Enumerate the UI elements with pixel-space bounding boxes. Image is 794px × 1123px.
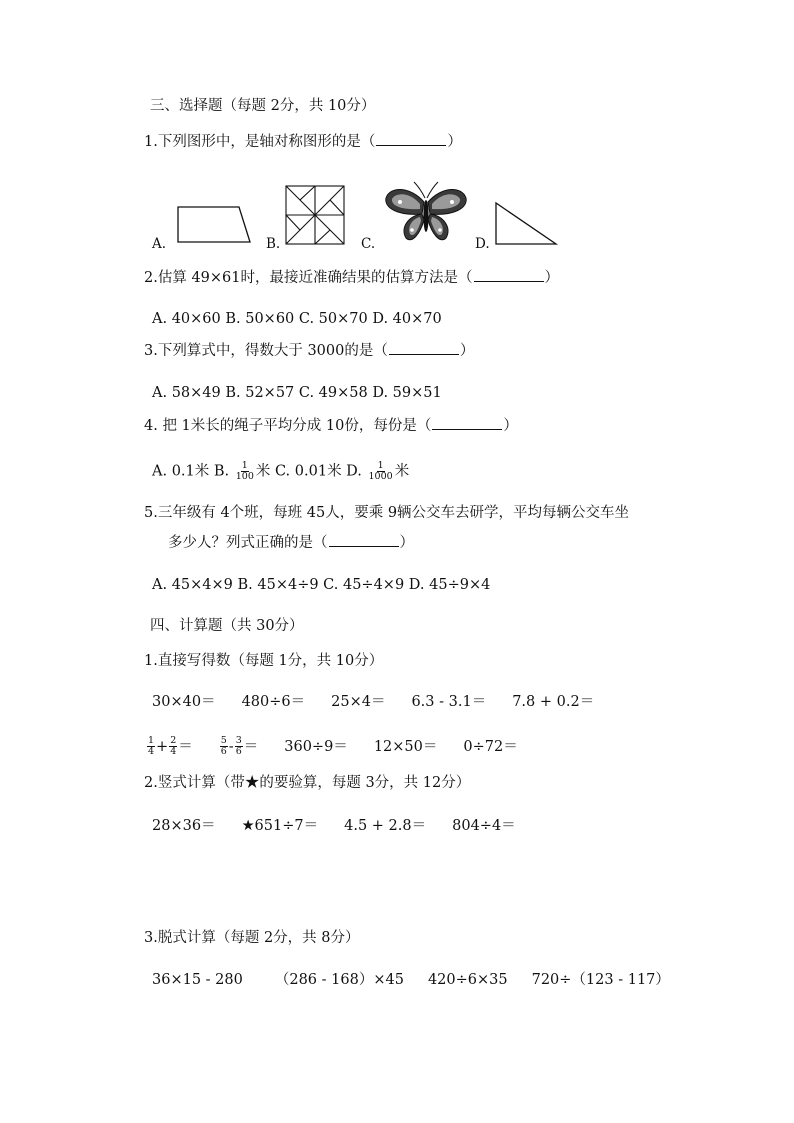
frac-den: 4 [170, 746, 177, 757]
step-calc-item: 720÷（123 - 117） [531, 972, 670, 988]
q4-stem-text: 4. 把 1米长的绳子平均分成 10份，每份是（ [144, 418, 432, 434]
fraction-expression-1 [146, 735, 193, 757]
calc-item: 6.3 - 3.1＝ [411, 694, 487, 710]
step-calc-item: （286 - 168）×45 [274, 972, 404, 988]
q4-stem [144, 416, 518, 436]
calc-item: 30×40＝ [152, 694, 216, 710]
fraction-expression-2 [219, 735, 259, 757]
frac-num: 2 [170, 735, 177, 746]
q4-answer-blank[interactable] [432, 416, 502, 430]
right-triangle-figure [494, 201, 560, 247]
q1-stem-text: 1.下列图形中，是轴对称图形的是（ [144, 134, 376, 150]
q3-close: ） [459, 343, 475, 359]
equals: ＝ [243, 738, 259, 755]
vertical-calc-item: 804÷4＝ [452, 818, 516, 834]
frac-den: 4 [148, 746, 155, 757]
frac-den: 1000 [368, 471, 393, 482]
parallelogram-figure [175, 205, 255, 245]
q5-close: ） [399, 535, 414, 551]
calc-item: 480÷6＝ [241, 694, 306, 710]
butterfly-figure [382, 178, 470, 246]
q2-stem [144, 268, 559, 288]
frac-den: 6 [220, 746, 227, 757]
vertical-calc-item: 28×36＝ [152, 818, 216, 834]
q1-label-d: D. [475, 236, 490, 252]
step-calc-item: 36×15 - 280 [152, 972, 243, 988]
q2-close: ） [544, 270, 559, 286]
p3-title: 3.脱式计算（每题 2分，共 8分） [144, 930, 360, 946]
q2-answer-blank[interactable] [474, 268, 544, 282]
fraction [220, 736, 228, 757]
q2-options: A. 40×60 B. 50×60 C. 50×70 D. 40×70 [152, 311, 442, 327]
q1-stem [144, 132, 462, 152]
p2-title: 2.竖式计算（带★的要验算，每题 3分，共 12分） [144, 775, 471, 791]
q4-close: ） [503, 418, 518, 434]
q5-stem-line1: 5.三年级有 4个班，每班 45人，要乘 9辆公交车去研学，平均每辆公交车坐 [144, 505, 630, 521]
operator: - [228, 738, 234, 755]
section4-title: 四、计算题（共 30分） [150, 618, 304, 634]
calc-item: 360÷9＝ [284, 738, 348, 755]
frac-num: 1 [148, 735, 155, 746]
p2-row [152, 816, 542, 836]
q5-options: A. 45×4×9 B. 45×4÷9 C. 45÷4×9 D. 45÷9×4 [152, 577, 491, 593]
p1-row2 [146, 736, 544, 757]
q3-answer-blank[interactable] [389, 341, 459, 355]
frac-den: 100 [235, 471, 254, 482]
q3-stem [144, 341, 474, 361]
q4-opt-d-tail: 米 [394, 463, 410, 480]
q5-answer-blank[interactable] [329, 533, 399, 547]
q1-label-c: C. [361, 236, 376, 252]
equals: ＝ [178, 738, 193, 755]
pinwheel-figure [284, 184, 348, 246]
q1-close: ） [447, 134, 462, 150]
frac-num: 1 [377, 460, 384, 471]
q4-options [152, 461, 409, 482]
operator: + [156, 738, 169, 755]
calc-item: 0÷72＝ [463, 738, 518, 755]
q5-stem-text: 多少人？列式正确的是（ [168, 535, 328, 551]
q1-label-b: B. [266, 236, 281, 252]
frac-num: 5 [220, 735, 227, 746]
p1-row1 [152, 692, 620, 712]
q1-label-a: A. [152, 236, 167, 252]
calc-item: 25×4＝ [331, 694, 386, 710]
q5-stem-line2 [168, 533, 414, 553]
fraction-1-100 [235, 461, 255, 482]
frac-num: 3 [235, 735, 242, 746]
p3-row [152, 970, 696, 990]
fraction [147, 736, 155, 757]
p1-title: 1.直接写得数（每题 1分，共 10分） [144, 653, 384, 669]
vertical-calc-item: ★651÷7＝ [241, 818, 319, 834]
calc-item: 12×50＝ [373, 738, 438, 755]
step-calc-item: 420÷6×35 [427, 972, 508, 988]
q4-opt-b-tail: 米 C. 0.01米 D. [255, 463, 367, 480]
q1-answer-blank[interactable] [376, 132, 446, 146]
frac-num: 1 [241, 460, 248, 471]
vertical-calc-item: 4.5 + 2.8＝ [344, 818, 427, 834]
section3-title: 三、选择题（每题 2分，共 10分） [150, 98, 376, 114]
q3-options: A. 58×49 B. 52×57 C. 49×58 D. 59×51 [152, 385, 442, 401]
q3-stem-text: 3.下列算式中，得数大于 3000的是（ [144, 343, 388, 359]
q2-stem-text: 2.估算 49×61时，最接近准确结果的估算方法是（ [144, 270, 473, 286]
fraction [169, 736, 177, 757]
frac-den: 6 [235, 746, 242, 757]
q4-opt-a: A. 0.1米 B. [152, 463, 234, 480]
calc-item: 7.8 + 0.2＝ [512, 694, 595, 710]
fraction-1-1000 [368, 461, 394, 482]
fraction [235, 736, 243, 757]
